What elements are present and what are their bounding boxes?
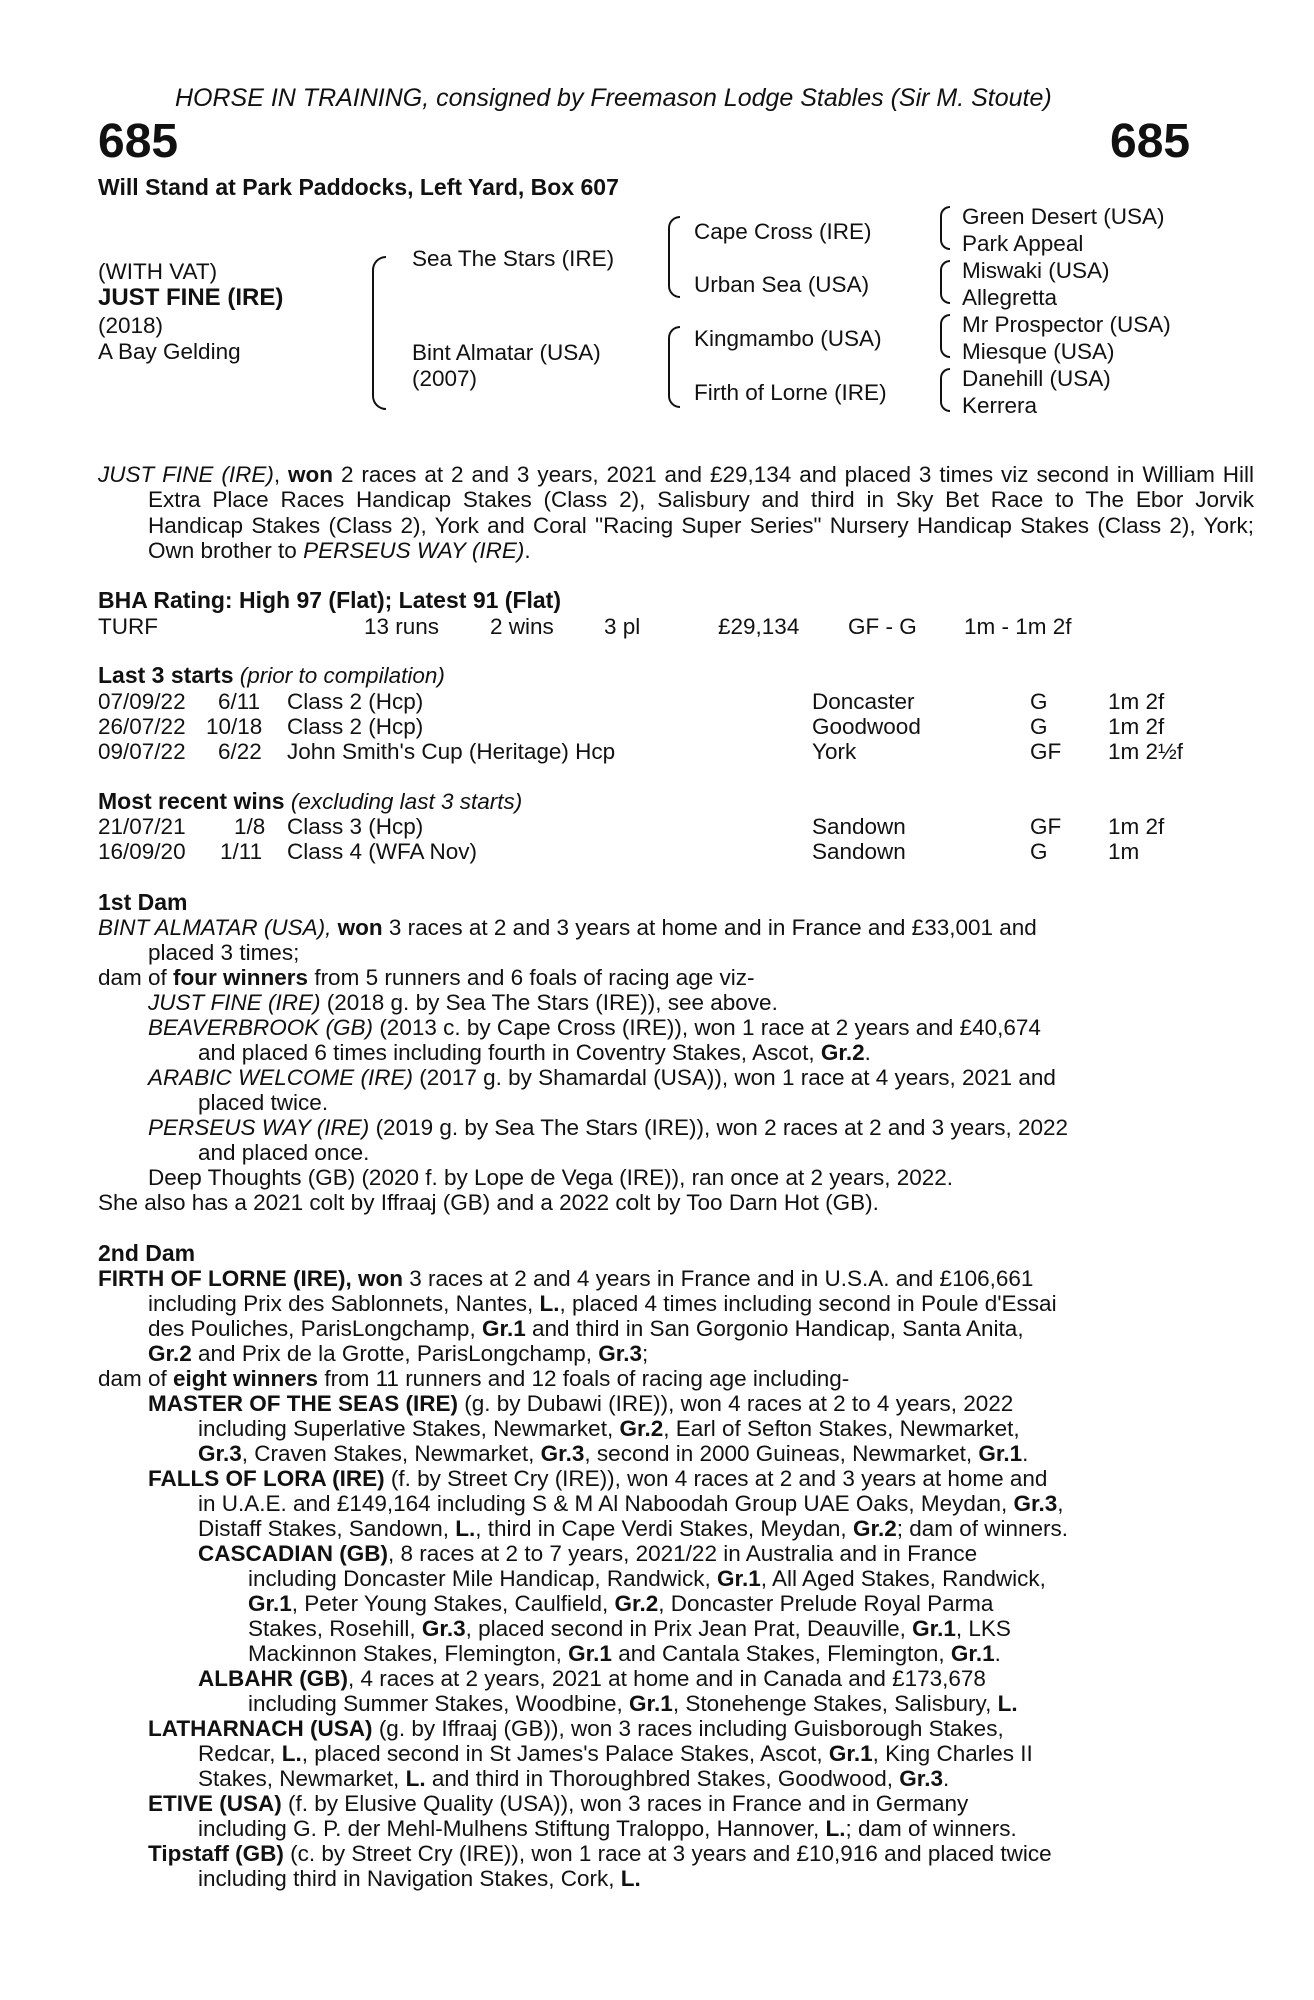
progeny-name: ALBAHR (GB)	[198, 1666, 348, 1691]
foal-record: (2017 g. by Shamardal (USA)), won 1 race at 4 years, 2021 and	[413, 1065, 1056, 1090]
foal-grade: Gr.2	[820, 1040, 865, 1065]
win-row-pos: 1/11	[220, 839, 263, 864]
progeny-cascadian-line-3: Gr.1, Peter Young Stakes, Caulfield, Gr.2, Doncaster Prelude Royal Parma	[248, 1591, 994, 1616]
start-row-dist: 1m 2f	[1108, 689, 1165, 714]
pedigree-ggp-1: Green Desert (USA)	[962, 204, 1165, 229]
start-row-dist: 1m 2f	[1108, 714, 1165, 739]
start-row-pos: 6/11	[218, 689, 261, 714]
pedigree-brace-ggp1	[940, 206, 950, 250]
win-row-dist: 1m 2f	[1108, 814, 1165, 839]
consignment-line: HORSE IN TRAINING, consigned by Freemason Lodge Stables (Sir M. Stoute)	[175, 84, 1052, 112]
start-row-date: 09/07/22	[98, 739, 186, 764]
pedigree-brace-ggp3	[940, 314, 950, 358]
second-dam-won: won	[358, 1266, 403, 1291]
foal-entry-cont: placed twice.	[198, 1090, 329, 1115]
first-dam-line-1	[98, 915, 1037, 940]
start-row-date: 07/09/22	[98, 689, 186, 714]
foal-name: BEAVERBROOK (GB)	[148, 1015, 374, 1040]
second-dam-line-5: dam of eight winners from 11 runners and 12 foals of racing age including-	[98, 1366, 850, 1391]
pedigree-sire-sire: Cape Cross (IRE)	[694, 219, 872, 244]
pedigree-brace-sire	[668, 216, 680, 298]
start-row-dist: 1m 2½f	[1108, 739, 1184, 764]
summary-brother: PERSEUS WAY (IRE)	[303, 538, 525, 564]
rating-earnings: £29,134	[718, 614, 800, 639]
recent-wins-title: Most recent wins	[98, 788, 285, 814]
foal-name: JUST FINE (IRE)	[148, 990, 321, 1015]
bha-rating-title: BHA Rating: High 97 (Flat); Latest 91 (Flat)	[98, 587, 561, 613]
start-row-going: GF	[1030, 739, 1062, 764]
progeny-etive-line-2: including G. P. der Mehl-Mulhens Stiftung Traloppo, Hannover, L.; dam of winners.	[198, 1816, 1017, 1841]
last-starts-note: (prior to compilation)	[239, 663, 445, 688]
first-dam-also: She also has a 2021 colt by Iffraaj (GB) and a 2022 colt by Too Darn Hot (GB).	[98, 1190, 879, 1215]
foal-entry-cont	[198, 1040, 871, 1065]
progeny-cascadian-line-4: Stakes, Rosehill, Gr.3, placed second in Prix Jean Prat, Deauville, Gr.1, LKS	[248, 1616, 1011, 1641]
pedigree-ggp-6: Miesque (USA)	[962, 339, 1115, 364]
first-dam-won: won	[337, 915, 383, 940]
win-row-going: G	[1030, 839, 1048, 864]
pedigree-dam: Bint Almatar (USA)	[412, 340, 601, 365]
win-row-race: Class 3 (Hcp)	[287, 814, 424, 839]
progeny-master-line-2: including Superlative Stakes, Newmarket, Gr.2, Earl of Sefton Stakes, Newmarket,	[198, 1416, 1020, 1441]
foal-record: (2013 c. by Cape Cross (IRE)), won 1 race at 2 years and £40,674	[373, 1015, 1041, 1040]
progeny-falls-line-3: Distaff Stakes, Sandown, L., third in Cape Verdi Stakes, Meydan, Gr.2; dam of winners.	[198, 1516, 1069, 1541]
first-dam-winners: four winners	[173, 965, 309, 990]
second-dam-title: 2nd Dam	[98, 1240, 196, 1266]
recent-wins-heading	[98, 789, 522, 814]
win-row-race: Class 4 (WFA Nov)	[287, 839, 478, 864]
progeny-tipstaff-line-1: Tipstaff (GB) (c. by Street Cry (IRE)), won 1 race at 3 years and £10,916 and placed twice	[148, 1841, 1052, 1866]
summary-end: .	[524, 538, 531, 564]
horse-year: (2018)	[98, 313, 164, 338]
start-row-going: G	[1030, 689, 1048, 714]
foal-record: (2018 g. by Sea The Stars (IRE)), see above.	[320, 990, 778, 1015]
first-dam-line-2: placed 3 times;	[148, 940, 300, 965]
first-dam-damof: dam of	[98, 965, 174, 990]
rating-placed: 3 pl	[604, 614, 641, 639]
pedigree-dam-dam: Firth of Lorne (IRE)	[694, 380, 887, 405]
progeny-albahr-line-2: including Summer Stakes, Woodbine, Gr.1, Stonehenge Stakes, Salisbury, L.	[248, 1691, 1018, 1716]
foal-name: ARABIC WELCOME (IRE)	[148, 1065, 414, 1090]
foal-record: (2019 g. by Sea The Stars (IRE)), won 2 races at 2 and 3 years, 2022	[369, 1115, 1069, 1140]
rating-wins: 2 wins	[490, 614, 554, 639]
horse-description: A Bay Gelding	[98, 339, 241, 364]
first-dam-name: BINT ALMATAR (USA),	[98, 915, 338, 940]
summary-won: won	[288, 462, 334, 487]
pedigree-ggp-3: Miswaki (USA)	[962, 258, 1110, 283]
last-starts-title: Last 3 starts	[98, 662, 234, 688]
start-row-pos: 10/18	[206, 714, 263, 739]
progeny-name: ETIVE (USA)	[148, 1791, 282, 1816]
progeny-cascadian-line-1: CASCADIAN (GB), 8 races at 2 to 7 years, 2021/22 in Australia and in France	[198, 1541, 978, 1566]
second-dam-record: 3 races at 2 and 4 years in France and in U.S.A. and £106,661	[403, 1266, 1034, 1291]
first-dam-runners: from 5 runners and 6 foals of racing age viz-	[308, 965, 755, 990]
start-row-date: 26/07/22	[98, 714, 186, 739]
progeny-name: FALLS OF LORA (IRE)	[148, 1466, 385, 1491]
pedigree-brace-ggp2	[940, 260, 950, 304]
win-row-pos: 1/8	[234, 814, 266, 839]
progeny-cascadian-line-2: including Doncaster Mile Handicap, Randwick, Gr.1, All Aged Stakes, Randwick,	[248, 1566, 1046, 1591]
progeny-latharnach-line-3: Stakes, Newmarket, L. and third in Thoroughbred Stakes, Goodwood, Gr.3.	[198, 1766, 950, 1791]
start-row-race: Class 2 (Hcp)	[287, 714, 424, 739]
stand-location: Will Stand at Park Paddocks, Left Yard, Box 607	[98, 174, 619, 200]
foal-entry: Deep Thoughts (GB) (2020 f. by Lope de Vega (IRE)), ran once at 2 years, 2022.	[148, 1165, 954, 1190]
start-row-going: G	[1030, 714, 1048, 739]
rating-surface: TURF	[98, 614, 158, 639]
progeny-name: CASCADIAN (GB)	[198, 1541, 388, 1566]
progeny-master-line-1: MASTER OF THE SEAS (IRE) (g. by Dubawi (IRE)), won 4 races at 2 to 4 years, 2022	[148, 1391, 1014, 1416]
pedigree-ggp-2: Park Appeal	[962, 231, 1084, 256]
foal-entry-cont: and placed once.	[198, 1140, 370, 1165]
foal-entry	[148, 990, 778, 1015]
summary-horse-name: JUST FINE (IRE)	[98, 462, 274, 487]
pedigree-brace-dam	[668, 326, 680, 408]
first-dam-record: 3 races at 2 and 3 years at home and in France and £33,001 and	[382, 915, 1037, 940]
pedigree-ggp-4: Allegretta	[962, 285, 1058, 310]
foal-end: .	[864, 1040, 871, 1065]
win-row-date: 21/07/21	[98, 814, 186, 839]
pedigree-ggp-7: Danehill (USA)	[962, 366, 1111, 391]
progeny-latharnach-line-1: LATHARNACH (USA) (g. by Iffraaj (GB)), won 3 races including Guisborough Stakes,	[148, 1716, 1004, 1741]
progeny-name: LATHARNACH (USA)	[148, 1716, 373, 1741]
win-row-course: Sandown	[812, 839, 906, 864]
pedigree-brace-ggp4	[940, 368, 950, 412]
summary-text: 2 races at 2 and 3 years, 2021 and £29,134 and placed 3 times viz second in William Hill Extra Place Races Handicap Stakes (Class 2), Salisbury and third in Sky Bet Race to The Ebor Jorvik Handicap Stakes (Class 2), York and Coral "Racing Super Series" Nursery Handicap Stakes (Class 2), York; Own brother to	[148, 462, 1255, 564]
foal-name: PERSEUS WAY (IRE)	[148, 1115, 370, 1140]
second-dam-line-2: including Prix des Sablonnets, Nantes, L., placed 4 times including second in Poule d'Essai	[148, 1291, 1057, 1316]
race-summary: JUST FINE (IRE), won 2 races at 2 and 3 years, 2021 and £29,134 and placed 3 times viz second in William Hill Extra Place Races Handicap Stakes (Class 2), Salisbury and third in Sky Bet Race to The Ebor Jorvik Handicap Stakes (Class 2), York and Coral "Racing Super Series" Nursery Handicap Stakes (Class 2), York; Own brother to PERSEUS WAY (IRE).	[98, 462, 1255, 564]
second-dam-line-3: des Pouliches, ParisLongchamp, Gr.1 and third in San Gorgonio Handicap, Santa Anita,	[148, 1316, 1024, 1341]
pedigree-dam-sire: Kingmambo (USA)	[694, 326, 882, 351]
win-row-going: GF	[1030, 814, 1062, 839]
progeny-name: MASTER OF THE SEAS (IRE)	[148, 1391, 459, 1416]
pedigree-ggp-5: Mr Prospector (USA)	[962, 312, 1171, 337]
rating-distance: 1m - 1m 2f	[964, 614, 1072, 639]
win-row-dist: 1m	[1108, 839, 1140, 864]
start-row-pos: 6/22	[218, 739, 262, 764]
progeny-tipstaff-line-2: including third in Navigation Stakes, Cork, L.	[198, 1866, 641, 1891]
start-row-race: John Smith's Cup (Heritage) Hcp	[287, 739, 616, 764]
second-dam-line-1: FIRTH OF LORNE (IRE), won 3 races at 2 and 4 years in France and in U.S.A. and £106,661	[98, 1266, 1034, 1291]
first-dam-line-3	[98, 965, 755, 990]
first-dam-title: 1st Dam	[98, 889, 188, 915]
rating-going: GF - G	[848, 614, 917, 639]
second-dam-name: FIRTH OF LORNE (IRE)	[98, 1266, 346, 1291]
pedigree-ggp-8: Kerrera	[962, 393, 1038, 418]
start-row-course: York	[812, 739, 857, 764]
rating-runs: 13 runs	[364, 614, 440, 639]
start-row-course: Goodwood	[812, 714, 921, 739]
start-row-race: Class 2 (Hcp)	[287, 689, 424, 714]
lot-number-left: 685	[98, 115, 179, 168]
progeny-etive-line-1: ETIVE (USA) (f. by Elusive Quality (USA)), won 3 races in France and in Germany	[148, 1791, 969, 1816]
second-dam-line-4: Gr.2 and Prix de la Grotte, ParisLongchamp, Gr.3;	[148, 1341, 649, 1366]
recent-wins-note: (excluding last 3 starts)	[290, 789, 523, 814]
progeny-cascadian-line-5: Mackinnon Stakes, Flemington, Gr.1 and Cantala Stakes, Flemington, Gr.1.	[248, 1641, 1001, 1666]
pedigree-sire: Sea The Stars (IRE)	[412, 246, 615, 271]
progeny-falls-line-2: in U.A.E. and £149,164 including S & M Al Naboodah Group UAE Oaks, Meydan, Gr.3,	[198, 1491, 1064, 1516]
progeny-albahr-line-1: ALBAHR (GB), 4 races at 2 years, 2021 at home and in Canada and £173,678	[198, 1666, 986, 1691]
win-row-course: Sandown	[812, 814, 906, 839]
progeny-falls-line-1: FALLS OF LORA (IRE) (f. by Street Cry (IRE)), won 4 races at 2 and 3 years at home and	[148, 1466, 1048, 1491]
horse-name: JUST FINE (IRE)	[98, 284, 284, 311]
last-starts-heading	[98, 663, 445, 688]
win-row-date: 16/09/20	[98, 839, 186, 864]
foal-entry	[148, 1115, 1068, 1140]
pedigree-sire-dam: Urban Sea (USA)	[694, 272, 870, 297]
lot-number-right: 685	[1110, 115, 1191, 168]
vat-label: (WITH VAT)	[98, 259, 218, 284]
foal-entry	[148, 1065, 1056, 1090]
progeny-latharnach-line-2: Redcar, L., placed second in St James's Palace Stakes, Ascot, Gr.1, King Charles II	[198, 1741, 1033, 1766]
pedigree-brace-parents	[372, 256, 386, 410]
foal-entry	[148, 1015, 1041, 1040]
foal-record-cont: and placed 6 times including fourth in Coventry Stakes, Ascot,	[198, 1040, 821, 1065]
progeny-name: Tipstaff (GB)	[148, 1841, 284, 1866]
start-row-course: Doncaster	[812, 689, 915, 714]
progeny-master-line-3: Gr.3, Craven Stakes, Newmarket, Gr.3, second in 2000 Guineas, Newmarket, Gr.1.	[198, 1441, 1029, 1466]
pedigree-dam-year: (2007)	[412, 366, 478, 391]
